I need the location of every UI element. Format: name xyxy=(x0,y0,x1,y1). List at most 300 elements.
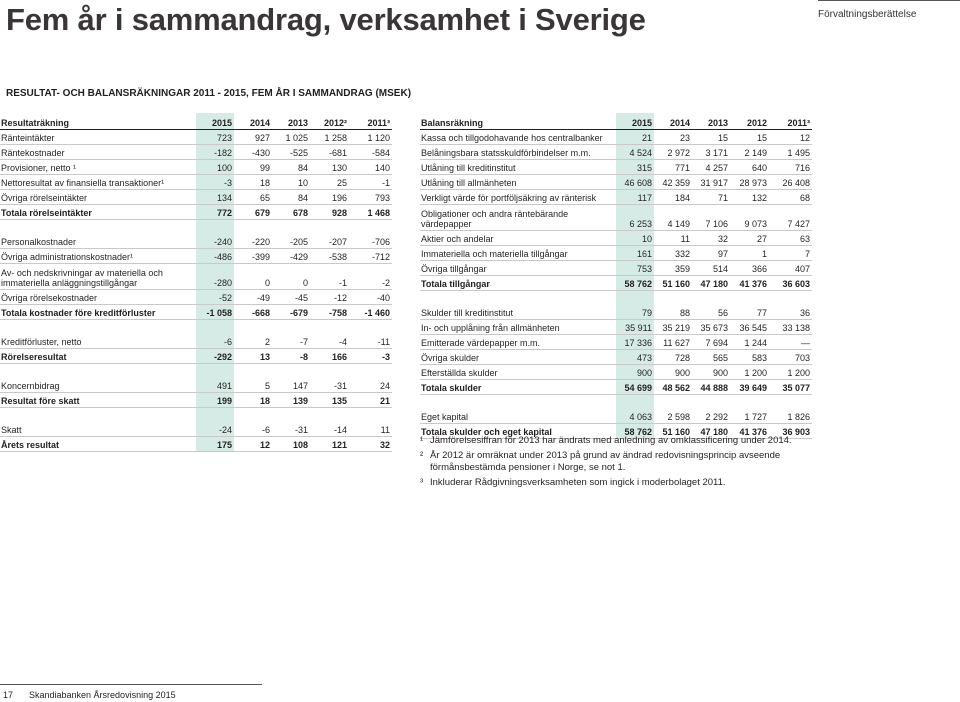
cell-value: -712 xyxy=(349,249,392,264)
cell-value: 678 xyxy=(272,205,310,220)
cell-value: 147 xyxy=(272,378,310,393)
row-label xyxy=(420,291,616,306)
cell-value: -40 xyxy=(349,290,392,305)
table-row xyxy=(420,395,812,410)
table-row xyxy=(0,175,392,190)
cell-value xyxy=(196,364,234,379)
cell-value: -1 xyxy=(349,175,392,190)
row-label: Övriga rörelseintäkter xyxy=(0,190,196,205)
cell-value xyxy=(692,395,730,410)
cell-value: 4 257 xyxy=(692,160,730,175)
cell-value: 132 xyxy=(730,190,769,205)
cell-value: -49 xyxy=(234,290,272,305)
cell-value: 679 xyxy=(234,205,272,220)
cell-value: 36 545 xyxy=(730,320,769,335)
cell-value: 772 xyxy=(196,205,234,220)
cell-value: 166 xyxy=(310,349,349,364)
cell-value: 13 xyxy=(234,349,272,364)
page-footer xyxy=(0,684,262,700)
row-label: Totala tillgångar xyxy=(420,276,616,291)
table-row xyxy=(420,320,812,335)
year-header: 2014 xyxy=(234,113,272,130)
cell-value: 11 xyxy=(349,422,392,437)
cell-value: 900 xyxy=(616,365,654,380)
cell-value xyxy=(769,395,812,410)
row-label: Personalkostnader xyxy=(0,234,196,249)
cell-value xyxy=(272,220,310,235)
row-label: Kassa och tillgodohavande hos centralbanker xyxy=(420,130,616,145)
cell-value: 28 973 xyxy=(730,175,769,190)
cell-value xyxy=(310,220,349,235)
cell-value: 36 xyxy=(769,305,812,320)
row-label: Verkligt värde för portföljsäkring av ränterisk xyxy=(420,190,616,205)
row-label: Koncernbidrag xyxy=(0,378,196,393)
cell-value xyxy=(654,395,692,410)
table-row xyxy=(420,380,812,395)
cell-value: 3 171 xyxy=(692,145,730,160)
row-label: Aktier och andelar xyxy=(420,231,616,246)
cell-value: -3 xyxy=(349,349,392,364)
cell-value: -1 460 xyxy=(349,305,392,320)
year-header: 2013 xyxy=(272,113,310,130)
table-row xyxy=(420,130,812,145)
cell-value xyxy=(616,291,654,306)
cell-value xyxy=(196,320,234,335)
cell-value xyxy=(349,220,392,235)
cell-value: 2 292 xyxy=(692,409,730,424)
row-label: Efterställda skulder xyxy=(420,365,616,380)
cell-value: 1 200 xyxy=(769,365,812,380)
cell-value xyxy=(692,291,730,306)
cell-value xyxy=(310,408,349,423)
cell-value: 35 673 xyxy=(692,320,730,335)
year-header: 2011³ xyxy=(769,113,812,130)
cell-value: 31 917 xyxy=(692,175,730,190)
cell-value: -31 xyxy=(272,422,310,437)
cell-value xyxy=(349,320,392,335)
cell-value: 41 376 xyxy=(730,424,769,439)
row-label xyxy=(420,395,616,410)
cell-value xyxy=(234,408,272,423)
row-label: Totala skulder och eget kapital xyxy=(420,424,616,439)
cell-value: -207 xyxy=(310,234,349,249)
cell-value: 0 xyxy=(272,264,310,290)
cell-value: 39 649 xyxy=(730,380,769,395)
cell-value: 199 xyxy=(196,393,234,408)
table-row xyxy=(0,130,392,145)
cell-value: -679 xyxy=(272,305,310,320)
cell-value: 491 xyxy=(196,378,234,393)
year-header: 2014 xyxy=(654,113,692,130)
cell-value: 6 253 xyxy=(616,205,654,231)
cell-value: 32 xyxy=(692,231,730,246)
row-label xyxy=(0,364,196,379)
cell-value: 4 524 xyxy=(616,145,654,160)
cell-value: 565 xyxy=(692,350,730,365)
cell-value: -486 xyxy=(196,249,234,264)
table-row xyxy=(420,305,812,320)
cell-value: 108 xyxy=(272,437,310,452)
section-subheading: RESULTAT- OCH BALANSRÄKNINGAR 2011 - 2015, FEM ÅR I SAMMANDRAG (MSEK) xyxy=(6,88,412,99)
row-label: Immateriella och materiella tillgångar xyxy=(420,246,616,261)
table-row xyxy=(420,231,812,246)
footnotes xyxy=(420,435,820,492)
cell-value: 97 xyxy=(692,246,730,261)
cell-value: -220 xyxy=(234,234,272,249)
table-row xyxy=(420,365,812,380)
cell-value: 48 562 xyxy=(654,380,692,395)
publication-name: Skandiabanken Årsredovisning 2015 xyxy=(29,690,176,700)
table-row xyxy=(0,205,392,220)
cell-value: 1 826 xyxy=(769,409,812,424)
cell-value: 36 903 xyxy=(769,424,812,439)
section-label: Förvaltningsberättelse xyxy=(818,0,960,20)
cell-value: 58 762 xyxy=(616,424,654,439)
cell-value: 15 xyxy=(692,130,730,145)
cell-value: 771 xyxy=(654,160,692,175)
cell-value: -538 xyxy=(310,249,349,264)
table-row xyxy=(420,145,812,160)
page-number: 17 xyxy=(3,690,14,700)
cell-value: 15 xyxy=(730,130,769,145)
cell-value: 47 180 xyxy=(692,276,730,291)
cell-value: 407 xyxy=(769,261,812,276)
cell-value: -52 xyxy=(196,290,234,305)
row-label: Totala skulder xyxy=(420,380,616,395)
cell-value: 9 073 xyxy=(730,205,769,231)
row-label: Obligationer och andra räntebärande värdepapper xyxy=(420,205,616,231)
table-header-row xyxy=(420,113,812,130)
cell-value: -240 xyxy=(196,234,234,249)
cell-value xyxy=(310,364,349,379)
year-header: 2015 xyxy=(196,113,234,130)
cell-value: 723 xyxy=(196,130,234,145)
cell-value: 12 xyxy=(769,130,812,145)
row-label: Skatt xyxy=(0,422,196,437)
table-row xyxy=(0,190,392,205)
cell-value: 139 xyxy=(272,393,310,408)
table-row xyxy=(0,364,392,379)
footnote-text: Inkluderar Rådgivningsverksamheten som ingick i moderbolaget 2011. xyxy=(430,477,726,488)
cell-value: -584 xyxy=(349,145,392,160)
table-row xyxy=(420,276,812,291)
cell-value: 4 149 xyxy=(654,205,692,231)
row-label: Emitterade värdepapper m.m. xyxy=(420,335,616,350)
cell-value: 26 408 xyxy=(769,175,812,190)
table-row xyxy=(0,422,392,437)
cell-value xyxy=(730,395,769,410)
cell-value: -525 xyxy=(272,145,310,160)
cell-value: 130 xyxy=(310,160,349,175)
table-row xyxy=(0,334,392,349)
table-row xyxy=(420,261,812,276)
cell-value: 44 888 xyxy=(692,380,730,395)
cell-value: -6 xyxy=(234,422,272,437)
row-label: Räntekostnader xyxy=(0,145,196,160)
cell-value: 161 xyxy=(616,246,654,261)
cell-value: 1 120 xyxy=(349,130,392,145)
cell-value: 1 200 xyxy=(730,365,769,380)
cell-value: 135 xyxy=(310,393,349,408)
table-row xyxy=(0,437,392,452)
table-row xyxy=(420,335,812,350)
cell-value: -430 xyxy=(234,145,272,160)
cell-value: 65 xyxy=(234,190,272,205)
cell-value: 5 xyxy=(234,378,272,393)
cell-value: -668 xyxy=(234,305,272,320)
cell-value xyxy=(234,220,272,235)
cell-value: — xyxy=(769,335,812,350)
row-label: Nettoresultat av finansiella transaktioner¹ xyxy=(0,175,196,190)
cell-value: 1 727 xyxy=(730,409,769,424)
year-header: 2012 xyxy=(730,113,769,130)
footnote-symbol: ¹ xyxy=(420,435,424,446)
cell-value: -1 058 xyxy=(196,305,234,320)
footnote xyxy=(420,450,820,474)
cell-value: -12 xyxy=(310,290,349,305)
footnote xyxy=(420,435,820,447)
cell-value: -1 xyxy=(310,264,349,290)
cell-value: 32 xyxy=(349,437,392,452)
cell-value: 51 160 xyxy=(654,424,692,439)
cell-value: -399 xyxy=(234,249,272,264)
table-row xyxy=(420,246,812,261)
cell-value: 35 911 xyxy=(616,320,654,335)
table-row xyxy=(0,220,392,235)
cell-value: 77 xyxy=(730,305,769,320)
row-label: Övriga tillgångar xyxy=(420,261,616,276)
cell-value: 33 138 xyxy=(769,320,812,335)
cell-value: 84 xyxy=(272,190,310,205)
row-label: Kreditförluster, netto xyxy=(0,334,196,349)
table-row xyxy=(0,349,392,364)
table-row xyxy=(0,290,392,305)
cell-value: 47 180 xyxy=(692,424,730,439)
cell-value: 71 xyxy=(692,190,730,205)
cell-value: 11 627 xyxy=(654,335,692,350)
cell-value: 88 xyxy=(654,305,692,320)
cell-value: 35 219 xyxy=(654,320,692,335)
cell-value: 900 xyxy=(654,365,692,380)
cell-value: 753 xyxy=(616,261,654,276)
cell-value: -429 xyxy=(272,249,310,264)
cell-value xyxy=(730,291,769,306)
cell-value xyxy=(349,408,392,423)
cell-value: 175 xyxy=(196,437,234,452)
cell-value: -31 xyxy=(310,378,349,393)
cell-value: -45 xyxy=(272,290,310,305)
cell-value: -7 xyxy=(272,334,310,349)
row-label: Rörelseresultat xyxy=(0,349,196,364)
cell-value: 928 xyxy=(310,205,349,220)
cell-value: 1 025 xyxy=(272,130,310,145)
cell-value: 42 359 xyxy=(654,175,692,190)
cell-value: 46 608 xyxy=(616,175,654,190)
row-label xyxy=(0,220,196,235)
table-row xyxy=(0,378,392,393)
year-header: 2015 xyxy=(616,113,654,130)
cell-value: -6 xyxy=(196,334,234,349)
row-label xyxy=(0,320,196,335)
table-row xyxy=(420,190,812,205)
cell-value: 7 427 xyxy=(769,205,812,231)
cell-value: 1 495 xyxy=(769,145,812,160)
income-statement-table xyxy=(0,113,392,452)
footnote-text: År 2012 är omräknat under 2013 på grund av ändrad redovisningsprincip avseende förmånsbestämda pensioner i Norge, se not 1. xyxy=(430,450,781,473)
cell-value: 121 xyxy=(310,437,349,452)
cell-value: 12 xyxy=(234,437,272,452)
cell-value: 583 xyxy=(730,350,769,365)
row-label: Utlåning till kreditinstitut xyxy=(420,160,616,175)
cell-value: -182 xyxy=(196,145,234,160)
row-label xyxy=(0,408,196,423)
cell-value: -24 xyxy=(196,422,234,437)
header-label: Resultaträkning xyxy=(0,113,196,130)
row-label: Provisioner, netto ¹ xyxy=(0,160,196,175)
cell-value xyxy=(234,320,272,335)
row-label: Totala kostnader före kreditförluster xyxy=(0,305,196,320)
header-label: Balansräkning xyxy=(420,113,616,130)
year-header: 2012² xyxy=(310,113,349,130)
cell-value: 716 xyxy=(769,160,812,175)
cell-value: 7 xyxy=(769,246,812,261)
cell-value xyxy=(196,408,234,423)
row-label: Årets resultat xyxy=(0,437,196,452)
cell-value: -8 xyxy=(272,349,310,364)
cell-value: 7 106 xyxy=(692,205,730,231)
cell-value: -3 xyxy=(196,175,234,190)
row-label: Belåningsbara statsskuldförbindelser m.m. xyxy=(420,145,616,160)
table-row xyxy=(420,291,812,306)
cell-value: -706 xyxy=(349,234,392,249)
row-label: Ränteintäkter xyxy=(0,130,196,145)
footnote-symbol: ³ xyxy=(420,477,424,488)
table-row xyxy=(0,305,392,320)
cell-value: 10 xyxy=(272,175,310,190)
cell-value xyxy=(196,220,234,235)
cell-value: -2 xyxy=(349,264,392,290)
cell-value: 63 xyxy=(769,231,812,246)
cell-value: 35 077 xyxy=(769,380,812,395)
year-header: 2013 xyxy=(692,113,730,130)
cell-value: 25 xyxy=(310,175,349,190)
table-row xyxy=(0,234,392,249)
cell-value: 84 xyxy=(272,160,310,175)
page-title: Fem år i sammandrag, verksamhet i Sverige xyxy=(6,2,646,37)
cell-value: 140 xyxy=(349,160,392,175)
table-row xyxy=(0,160,392,175)
year-header: 2011³ xyxy=(349,113,392,130)
cell-value: 100 xyxy=(196,160,234,175)
table-row xyxy=(0,249,392,264)
table-row xyxy=(0,145,392,160)
cell-value: 473 xyxy=(616,350,654,365)
cell-value xyxy=(234,364,272,379)
cell-value: 7 694 xyxy=(692,335,730,350)
cell-value: 793 xyxy=(349,190,392,205)
table-row xyxy=(0,320,392,335)
cell-value: 703 xyxy=(769,350,812,365)
cell-value: 134 xyxy=(196,190,234,205)
table-row xyxy=(420,160,812,175)
cell-value: 36 603 xyxy=(769,276,812,291)
footnote xyxy=(420,477,820,489)
cell-value: 640 xyxy=(730,160,769,175)
cell-value: 900 xyxy=(692,365,730,380)
cell-value: 23 xyxy=(654,130,692,145)
row-label: Eget kapital xyxy=(420,409,616,424)
cell-value xyxy=(654,291,692,306)
row-label: Övriga rörelsekostnader xyxy=(0,290,196,305)
cell-value: 56 xyxy=(692,305,730,320)
cell-value: 51 160 xyxy=(654,276,692,291)
cell-value: -681 xyxy=(310,145,349,160)
cell-value: 1 xyxy=(730,246,769,261)
cell-value: 21 xyxy=(349,393,392,408)
cell-value: -11 xyxy=(349,334,392,349)
row-label: Skulder till kreditinstitut xyxy=(420,305,616,320)
row-label: Övriga administrationskostnader¹ xyxy=(0,249,196,264)
table-row xyxy=(420,350,812,365)
row-label: In- och upplåning från allmänheten xyxy=(420,320,616,335)
cell-value: 2 972 xyxy=(654,145,692,160)
row-label: Övriga skulder xyxy=(420,350,616,365)
cell-value: 927 xyxy=(234,130,272,145)
table-row xyxy=(0,264,392,290)
cell-value: 1 258 xyxy=(310,130,349,145)
cell-value: 0 xyxy=(234,264,272,290)
footnote-symbol: ² xyxy=(420,450,424,461)
cell-value: -205 xyxy=(272,234,310,249)
cell-value xyxy=(272,364,310,379)
cell-value: 41 376 xyxy=(730,276,769,291)
balance-sheet-table xyxy=(420,113,812,439)
row-label: Av- och nedskrivningar av materiella och immateriella anläggningstillgångar xyxy=(0,264,196,290)
cell-value: 10 xyxy=(616,231,654,246)
table-row xyxy=(420,409,812,424)
table-header-row xyxy=(0,113,392,130)
cell-value xyxy=(272,320,310,335)
cell-value: 359 xyxy=(654,261,692,276)
cell-value: 18 xyxy=(234,175,272,190)
cell-value xyxy=(272,408,310,423)
cell-value: -292 xyxy=(196,349,234,364)
cell-value: 27 xyxy=(730,231,769,246)
table-row xyxy=(0,408,392,423)
cell-value xyxy=(310,320,349,335)
cell-value: 17 336 xyxy=(616,335,654,350)
cell-value: -758 xyxy=(310,305,349,320)
cell-value: 54 699 xyxy=(616,380,654,395)
cell-value: 184 xyxy=(654,190,692,205)
cell-value: 332 xyxy=(654,246,692,261)
cell-value: 728 xyxy=(654,350,692,365)
cell-value: 196 xyxy=(310,190,349,205)
cell-value: 58 762 xyxy=(616,276,654,291)
cell-value: -4 xyxy=(310,334,349,349)
cell-value xyxy=(616,395,654,410)
cell-value xyxy=(349,364,392,379)
cell-value: 21 xyxy=(616,130,654,145)
table-row xyxy=(420,175,812,190)
cell-value: -14 xyxy=(310,422,349,437)
cell-value: 79 xyxy=(616,305,654,320)
cell-value: 117 xyxy=(616,190,654,205)
cell-value: 366 xyxy=(730,261,769,276)
cell-value: 24 xyxy=(349,378,392,393)
cell-value: 4 063 xyxy=(616,409,654,424)
cell-value: 2 xyxy=(234,334,272,349)
